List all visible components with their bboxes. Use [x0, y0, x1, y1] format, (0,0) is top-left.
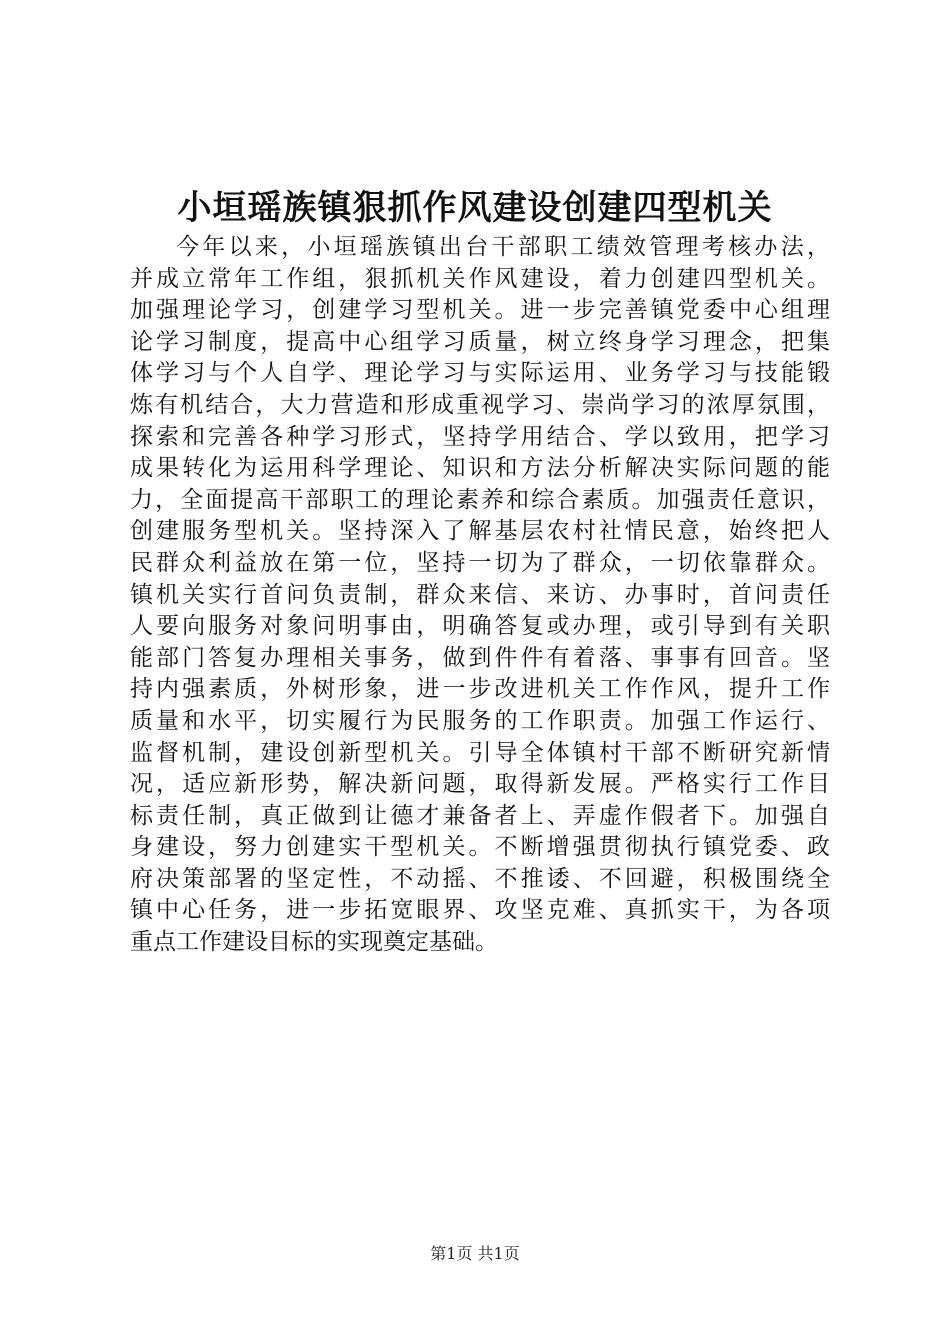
body-line: 民群众利益放在第一位，坚持一切为了群众，一切依靠群众。 — [130, 549, 830, 576]
body-line: 镇中心任务，进一步拓宽眼界、攻坚克难、真抓实干，为各项 — [130, 897, 830, 924]
document-title: 小垣瑶族镇狠抓作风建设创建四型机关 — [177, 188, 773, 228]
body-line: 身建设，努力创建实干型机关。不断增强贯彻执行镇党委、政 — [130, 834, 830, 861]
body-line: 今年以来，小垣瑶族镇出台干部职工绩效管理考核办法， — [176, 234, 830, 260]
body-line: 炼有机结合，大力营造和形成重视学习、崇尚学习的浓厚氛围， — [130, 391, 830, 418]
body-line: 能部门答复办理相关事务，做到件件有着落、事事有回音。坚 — [130, 644, 830, 671]
page-footer: 第1页 共1页 — [430, 1244, 520, 1263]
body-line: 创建服务型机关。坚持深入了解基层农村社情民意，始终把人 — [130, 518, 830, 545]
body-line: 力，全面提高干部职工的理论素养和综合素质。加强责任意识， — [130, 486, 830, 513]
body-line: 体学习与个人自学、理论学习与实际运用、业务学习与技能锻 — [130, 360, 830, 387]
body-line: 镇机关实行首问负责制，群众来信、来访、办事时，首问责任 — [130, 581, 830, 608]
body-line: 持内强素质，外树形象，进一步改进机关工作作风，提升工作 — [130, 676, 830, 703]
body-line: 并成立常年工作组，狠抓机关作风建设，着力创建四型机关。 — [130, 265, 830, 292]
body-line: 府决策部署的坚定性，不动摇、不推诿、不回避，积极围绕全 — [130, 865, 830, 892]
body-line: 标责任制，真正做到让德才兼备者上、弄虚作假者下。加强自 — [130, 802, 830, 829]
body-line: 探索和完善各种学习形式，坚持学用结合、学以致用，把学习 — [130, 423, 830, 450]
body-line: 人要向服务对象问明事由，明确答复或办理，或引导到有关职 — [130, 613, 830, 640]
document-body — [130, 232, 830, 959]
body-line: 加强理论学习，创建学习型机关。进一步完善镇党委中心组理 — [130, 297, 830, 324]
body-line: 质量和水平，切实履行为民服务的工作职责。加强工作运行、 — [130, 707, 830, 734]
body-line: 成果转化为运用科学理论、知识和方法分析解决实际问题的能 — [130, 455, 830, 482]
body-line: 监督机制，建设创新型机关。引导全体镇村干部不断研究新情 — [130, 739, 830, 766]
body-line: 论学习制度，提高中心组学习质量，树立终身学习理念，把集 — [130, 328, 830, 355]
body-line: 重点工作建设目标的实现奠定基础。 — [130, 929, 498, 956]
body-line: 况，适应新形势，解决新问题，取得新发展。严格实行工作目 — [130, 771, 830, 798]
